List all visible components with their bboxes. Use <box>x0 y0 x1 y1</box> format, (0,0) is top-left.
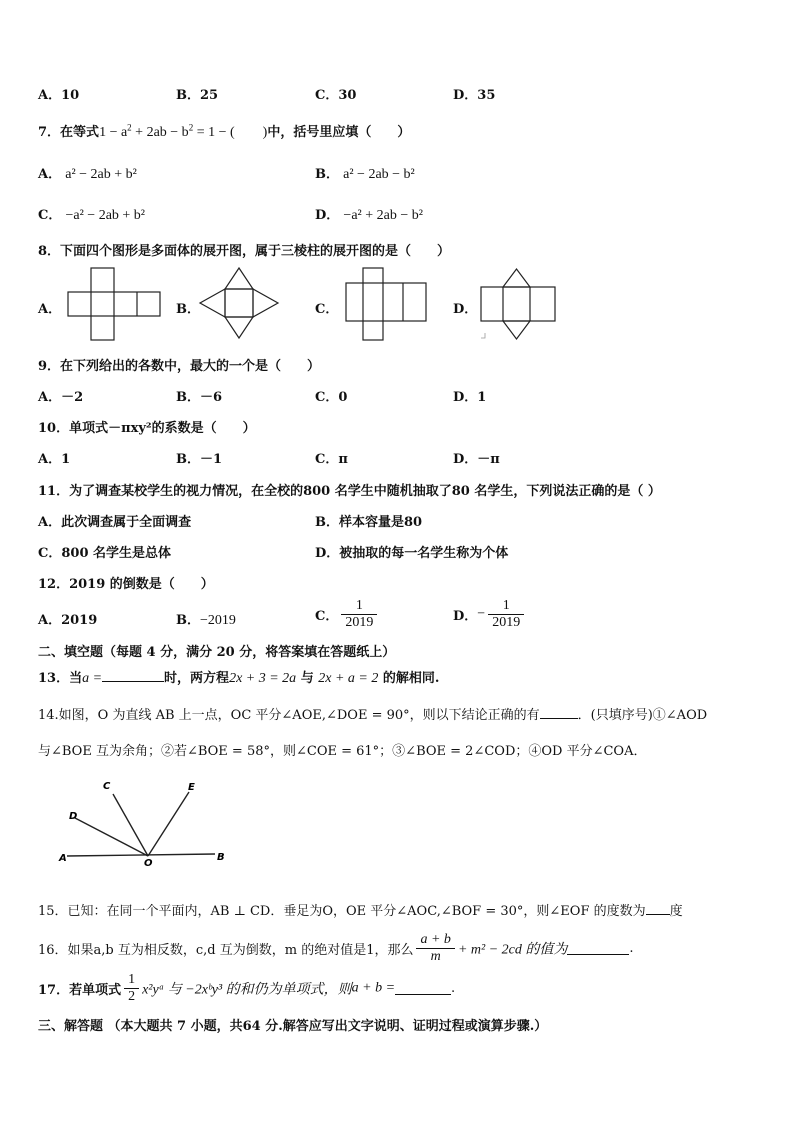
q7-stem <box>38 121 410 141</box>
q14-text-1: 14.如图，O 为直线 AB 上一点，OC 平分∠AOE,∠DOE = 90°，则以下结论正确的有 <box>38 708 540 723</box>
q17-text-2: x²yᵃ 与 −2xᵇy³ 的和仍为单项式，则 <box>142 982 352 998</box>
net-figure-c <box>338 265 433 343</box>
q7-option-d <box>315 204 423 224</box>
q17-period: . <box>451 981 456 996</box>
section-2-heading: 二、填空题（每题 4 分，满分 20 分，将答案填在答题纸上） <box>38 645 396 660</box>
q17-numerator: 1 <box>128 972 136 987</box>
q7-option-b-label: B． <box>315 167 339 182</box>
q6-option-d: D．35 <box>453 88 496 103</box>
q9-option-a: A．－2 <box>38 390 84 405</box>
q14-label-b: B <box>217 852 225 863</box>
q8-label-a: A． <box>38 302 62 317</box>
q14-label-c: C <box>103 781 111 792</box>
q7-option-d-text: −a² + 2ab − b² <box>343 208 423 223</box>
q13-stem <box>38 667 439 687</box>
q7-eq-part2: + 2ab − b <box>131 125 189 140</box>
q8-label-b: B． <box>176 302 200 317</box>
q12-option-a: A．2019 <box>38 613 98 628</box>
q14-label-o: O <box>144 858 153 866</box>
q16-answer-blank[interactable] <box>567 942 629 955</box>
q7-eq-part3: = 1 − ( ) <box>193 125 268 140</box>
q12-option-c-denominator: 2019 <box>341 614 377 631</box>
q16-period: . <box>629 941 634 956</box>
q9-stem: 9．在下列给出的各数中，最大的一个是（ ） <box>38 359 321 374</box>
q16-stem <box>38 932 634 965</box>
q7-option-a-label: A． <box>38 167 62 182</box>
q15-answer-blank[interactable] <box>646 902 670 915</box>
q8-stem: 8．下面四个图形是多面体的展开图，属于三棱柱的展开图的是（ ） <box>38 244 451 259</box>
q6-option-c: C．30 <box>315 88 357 103</box>
q17-stem <box>38 972 455 1005</box>
q13-equation-2: 2x + a = 2 <box>318 671 379 686</box>
q9-option-c: C．0 <box>315 390 348 405</box>
section-3-heading: 三、解答题 （本大题共 7 小题，共64 分.解答应写出文字说明、证明过程或演算步骤.） <box>38 1019 548 1034</box>
q12-stem: 12．2019 的倒数是（ ） <box>38 577 214 592</box>
q7-option-c <box>38 204 145 224</box>
q12-option-c-numerator: 1 <box>355 598 363 613</box>
q11-option-c: C．800 名学生是总体 <box>38 546 172 561</box>
q13-text-4: 的解相同. <box>382 671 440 686</box>
q12-option-d-label: D． <box>453 609 478 624</box>
q17-denominator: 2 <box>124 988 139 1005</box>
q10-stem: 10．单项式－πxy²的系数是（ ） <box>38 421 256 436</box>
q16-numerator: a + b <box>420 932 451 947</box>
q14-label-e: E <box>188 782 195 793</box>
q13-var-a: a = <box>82 671 103 686</box>
q14-line-2: 与∠BOE 互为余角；②若∠BOE = 58°，则∠COE = 61°；③∠BOE = 2∠COD；④OD 平分∠COA． <box>38 744 647 759</box>
q11-option-a: A．此次调查属于全面调查 <box>38 515 192 530</box>
q7-option-b-text: a² − 2ab − b² <box>343 167 415 182</box>
q14-angle-figure <box>55 776 235 866</box>
q15-unit: 度 <box>669 904 683 919</box>
q6-option-a: A．10 <box>38 88 80 103</box>
q13-text-3: 与 <box>300 671 314 686</box>
q16-denominator: m <box>416 948 454 965</box>
q11-stem: 11．为了调查某校学生的视力情况，在全校的800 名学生中随机抽取了80 名学生，下列说法正确的是（ ） <box>38 484 661 499</box>
q12-option-c-fraction <box>341 598 377 631</box>
q7-option-c-label: C． <box>38 208 62 223</box>
q6-option-b: B．25 <box>176 88 219 103</box>
q7-option-a-text: a² − 2ab + b² <box>65 167 137 182</box>
q7-eq-part1: 1 − a <box>99 125 128 140</box>
q7-option-c-text: −a² − 2ab + b² <box>65 208 146 223</box>
q14-label-a: A <box>59 853 67 864</box>
q8-label-d: D． <box>453 302 478 317</box>
q9-option-b: B．－6 <box>176 390 223 405</box>
q11-option-b: B．样本容量是80 <box>315 515 423 530</box>
q16-fraction <box>416 932 454 965</box>
q12-option-d-numerator: 1 <box>502 598 510 613</box>
q12-option-b-label: B． <box>176 613 200 628</box>
net-figure-b <box>195 265 285 343</box>
q14-answer-blank[interactable] <box>540 706 578 719</box>
q12-option-b <box>176 609 236 629</box>
q14-line-1 <box>38 704 707 723</box>
q7-stem-text: 在等式 <box>60 125 100 140</box>
q13-text-1: 13．当 <box>38 671 83 686</box>
q12-option-d-denominator: 2019 <box>488 614 524 631</box>
q11-option-d: D．被抽取的每一名学生称为个体 <box>315 546 509 561</box>
q8-label-c: C． <box>315 302 339 317</box>
q7-number: 7． <box>38 125 61 140</box>
q10-option-c: C．π <box>315 452 348 467</box>
q13-answer-blank[interactable] <box>102 669 164 682</box>
q17-expression: a + b = <box>351 980 396 996</box>
q17-fraction <box>124 972 139 1005</box>
q12-option-b-text: −2019 <box>200 613 236 628</box>
q13-equation-1: 2x + 3 = 2a <box>229 671 297 686</box>
q7-option-d-label: D． <box>315 208 340 223</box>
q10-option-a: A．1 <box>38 452 71 467</box>
q15-text: 15．已知：在同一个平面内，AB ⊥ CD．垂足为O，OE 平分∠AOC,∠BOF = 30°，则∠EOF 的度数为 <box>38 904 646 919</box>
q7-option-a <box>38 163 137 183</box>
q10-option-b: B．－1 <box>176 452 223 467</box>
q14-label-d: D <box>69 811 78 822</box>
q12-option-d-fraction <box>488 598 524 631</box>
net-figure-a <box>60 265 170 343</box>
q17-answer-blank[interactable] <box>395 982 451 995</box>
q12-option-d <box>453 598 527 631</box>
q12-option-d-sign: − <box>477 606 486 622</box>
q7-option-b <box>315 163 415 183</box>
net-figure-d <box>473 265 563 345</box>
q15-stem <box>38 900 683 919</box>
q16-text-1: 16．如果a,b 互为相反数，c,d 互为倒数，m 的绝对值是1，那么 <box>38 943 414 958</box>
q17-text-1: 17．若单项式 <box>38 983 122 998</box>
q13-text-2: 时，两方程 <box>164 671 230 686</box>
q16-text-2: + m² − 2cd 的值为 <box>457 942 568 958</box>
q12-option-c-label: C． <box>315 609 339 624</box>
q10-option-d: D．－π <box>453 452 500 467</box>
q12-option-c <box>315 598 380 631</box>
q9-option-d: D．1 <box>453 390 487 405</box>
q7-equation: $1 - a^2 + 2ab - b^2 = 1$ − ( ) <box>99 122 268 140</box>
q14-text-2: ．(只填序号)①∠AOD <box>577 708 708 723</box>
q7-stem-tail: 中，括号里应填（ ） <box>267 125 411 140</box>
